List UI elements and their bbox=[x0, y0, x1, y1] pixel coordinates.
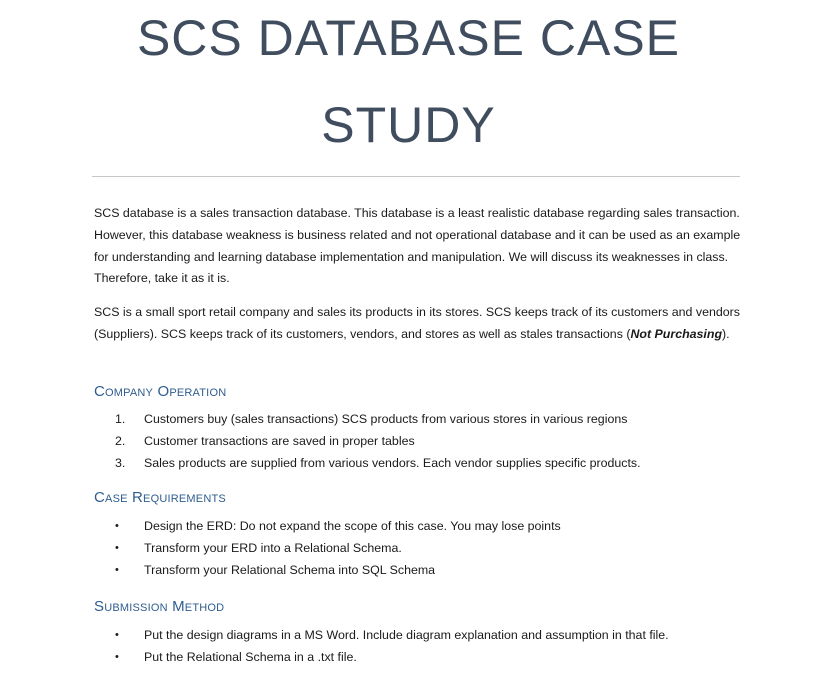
list-item bbox=[115, 559, 561, 581]
list-item bbox=[115, 452, 641, 474]
list-number: 1. bbox=[115, 412, 126, 426]
intro-paragraph-2-text: SCS is a small sport retail company and sales its products in its stores. SCS keeps track of its customers and vendors (Suppliers). SCS keeps track of its customers, vendors, and stores as well as stales transactions ( bbox=[94, 305, 740, 341]
list-item bbox=[115, 515, 561, 537]
list-item-text: Put the Relational Schema in a .txt file. bbox=[144, 650, 357, 664]
list-item bbox=[115, 646, 669, 668]
bullet-icon: • bbox=[115, 629, 119, 641]
list-item bbox=[115, 537, 561, 559]
title-divider bbox=[92, 176, 740, 177]
list-item bbox=[115, 430, 641, 452]
intro-paragraph-1: SCS database is a sales transaction database. This database is a least realistic database regarding sales transaction. However, this database weakness is business related and not operational database and it can be used as an example for understanding and learning database implementation and manipulation. We will discuss its weaknesses in class. Therefore, take it as it is. bbox=[94, 206, 741, 286]
list-item bbox=[115, 624, 669, 646]
heading-submission-method: Submission Method bbox=[94, 598, 225, 615]
not-purchasing-emphasis: Not Purchasing bbox=[630, 326, 723, 341]
bullet-icon: • bbox=[115, 651, 119, 663]
list-item-text: Sales products are supplied from various vendors. Each vendor supplies specific products. bbox=[144, 456, 641, 470]
bullet-icon: • bbox=[115, 564, 119, 576]
company-operation-list bbox=[115, 408, 641, 474]
list-item-text: Transform your ERD into a Relational Schema. bbox=[144, 541, 402, 555]
document-title-line-1: SCS DATABASE CASE bbox=[136, 10, 681, 66]
heading-case-requirements: Case Requirements bbox=[94, 489, 226, 506]
case-requirements-list bbox=[115, 515, 561, 581]
submission-method-list bbox=[115, 624, 669, 668]
list-number: 2. bbox=[115, 434, 126, 448]
list-item-text: Put the design diagrams in a MS Word. Include diagram explanation and assumption in that file. bbox=[144, 628, 669, 642]
list-item-text: Customers buy (sales transactions) SCS products from various stores in various regions bbox=[144, 412, 628, 426]
intro-paragraph-2-end: ). bbox=[722, 326, 730, 341]
list-item-text: Design the ERD: Do not expand the scope of this case. You may lose points bbox=[144, 519, 561, 533]
heading-company-operation: Company Operation bbox=[94, 383, 227, 400]
bullet-icon: • bbox=[115, 520, 119, 532]
intro-paragraph-2 bbox=[94, 302, 744, 346]
list-item-text: Customer transactions are saved in proper tables bbox=[144, 434, 415, 448]
document-title-line-2: STUDY bbox=[321, 97, 496, 153]
bullet-icon: • bbox=[115, 542, 119, 554]
list-item bbox=[115, 408, 641, 430]
list-number: 3. bbox=[115, 456, 126, 470]
list-item-text: Transform your Relational Schema into SQL Schema bbox=[144, 563, 436, 577]
